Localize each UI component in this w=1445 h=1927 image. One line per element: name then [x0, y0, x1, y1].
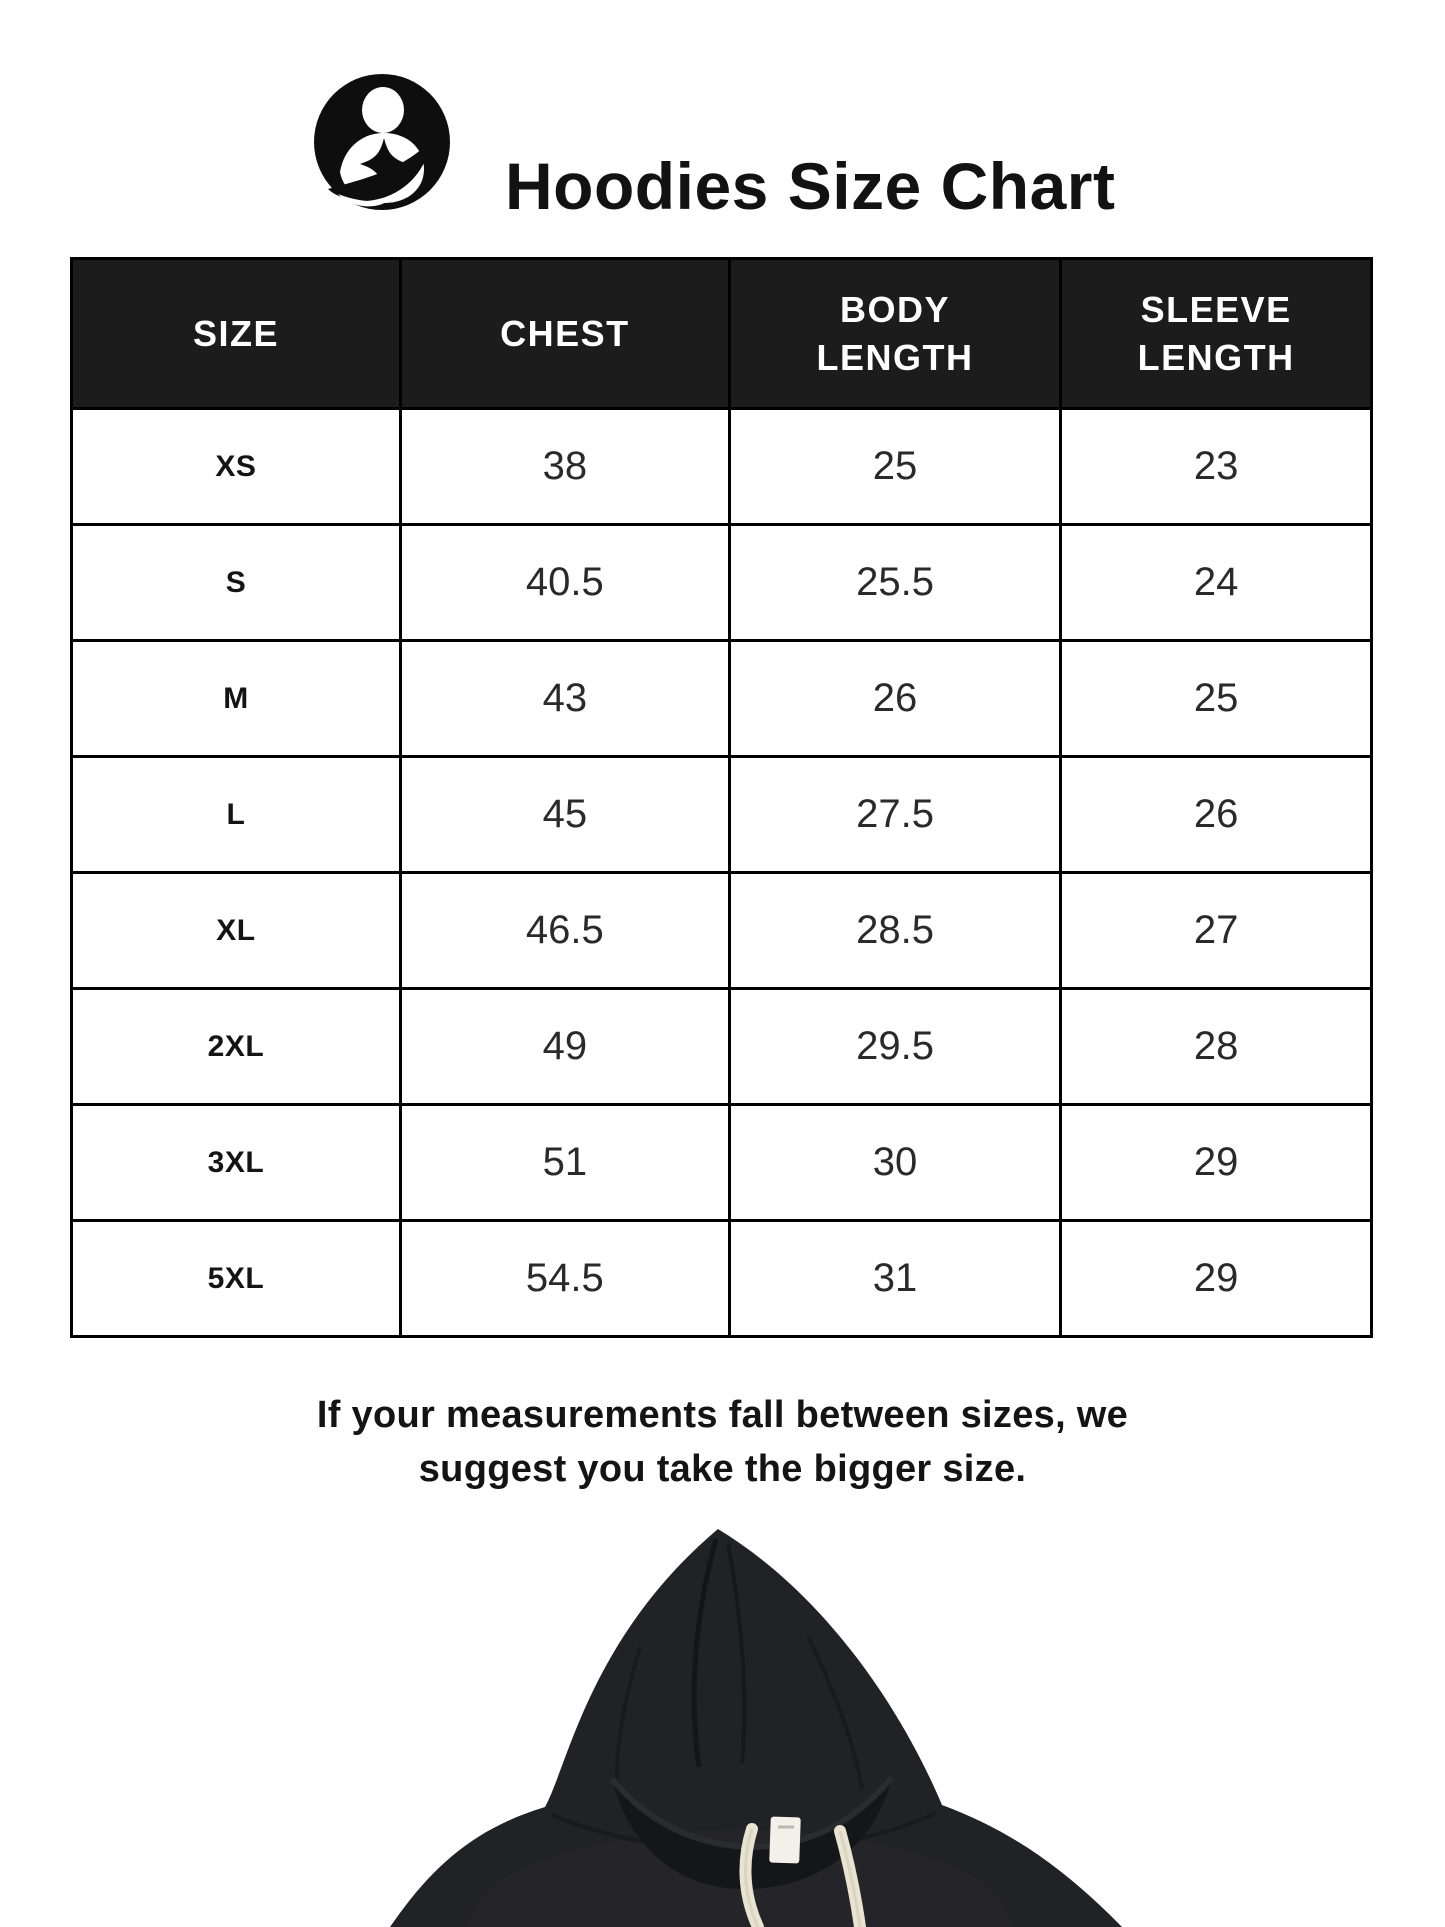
- page-title: Hoodies Size Chart: [505, 149, 1116, 224]
- size-label: S: [72, 525, 401, 641]
- sleeve-length-value: 23: [1061, 409, 1372, 525]
- chest-value: 46.5: [400, 873, 729, 989]
- sizing-note-line-2: suggest you take the bigger size.: [418, 1448, 1027, 1490]
- column-header-chest: CHEST: [400, 259, 729, 409]
- sleeve-length-value: 25: [1061, 641, 1372, 757]
- header: [0, 0, 1445, 224]
- chest-value: 54.5: [400, 1221, 729, 1337]
- chest-value: 45: [400, 757, 729, 873]
- body-length-value: 27.5: [729, 757, 1061, 873]
- size-chart-table: [70, 257, 1373, 1338]
- chest-value: 43: [400, 641, 729, 757]
- body-length-value: 31: [729, 1221, 1061, 1337]
- chest-value: 38: [400, 409, 729, 525]
- sizing-note: [0, 1388, 1445, 1496]
- table-row-s: [72, 525, 1372, 641]
- chest-value: 49: [400, 989, 729, 1105]
- size-label: 2XL: [72, 989, 401, 1105]
- size-label: XL: [72, 873, 401, 989]
- column-header-sleeve-length: SLEEVE LENGTH: [1061, 259, 1372, 409]
- table-row-xl: [72, 873, 1372, 989]
- size-label: 5XL: [72, 1221, 401, 1337]
- sleeve-length-value: 29: [1061, 1105, 1372, 1221]
- table-row-3xl: [72, 1105, 1372, 1221]
- sleeve-length-value: 29: [1061, 1221, 1372, 1337]
- table-row-l: [72, 757, 1372, 873]
- size-label: L: [72, 757, 401, 873]
- chest-value: 51: [400, 1105, 729, 1221]
- size-label: 3XL: [72, 1105, 401, 1221]
- sleeve-length-value: 28: [1061, 989, 1372, 1105]
- column-header-size: SIZE: [72, 259, 401, 409]
- column-header-body-length: BODY LENGTH: [729, 259, 1061, 409]
- table-row-2xl: [72, 989, 1372, 1105]
- size-label: XS: [72, 409, 401, 525]
- sleeve-length-value: 27: [1061, 873, 1372, 989]
- brand-logo-icon: [312, 72, 452, 212]
- table-header-row: [72, 259, 1372, 409]
- table-row-xs: [72, 409, 1372, 525]
- body-length-value: 25.5: [729, 525, 1061, 641]
- hoodie-product-image: [0, 1527, 1445, 1927]
- body-length-value: 25: [729, 409, 1061, 525]
- chest-value: 40.5: [400, 525, 729, 641]
- sizing-note-line-1: If your measurements fall between sizes, we: [316, 1394, 1129, 1436]
- table-row-m: [72, 641, 1372, 757]
- table-row-5xl: [72, 1221, 1372, 1337]
- size-label: M: [72, 641, 401, 757]
- sleeve-length-value: 26: [1061, 757, 1372, 873]
- sleeve-length-value: 24: [1061, 525, 1372, 641]
- body-length-value: 28.5: [729, 873, 1061, 989]
- body-length-value: 30: [729, 1105, 1061, 1221]
- body-length-value: 29.5: [729, 989, 1061, 1105]
- body-length-value: 26: [729, 641, 1061, 757]
